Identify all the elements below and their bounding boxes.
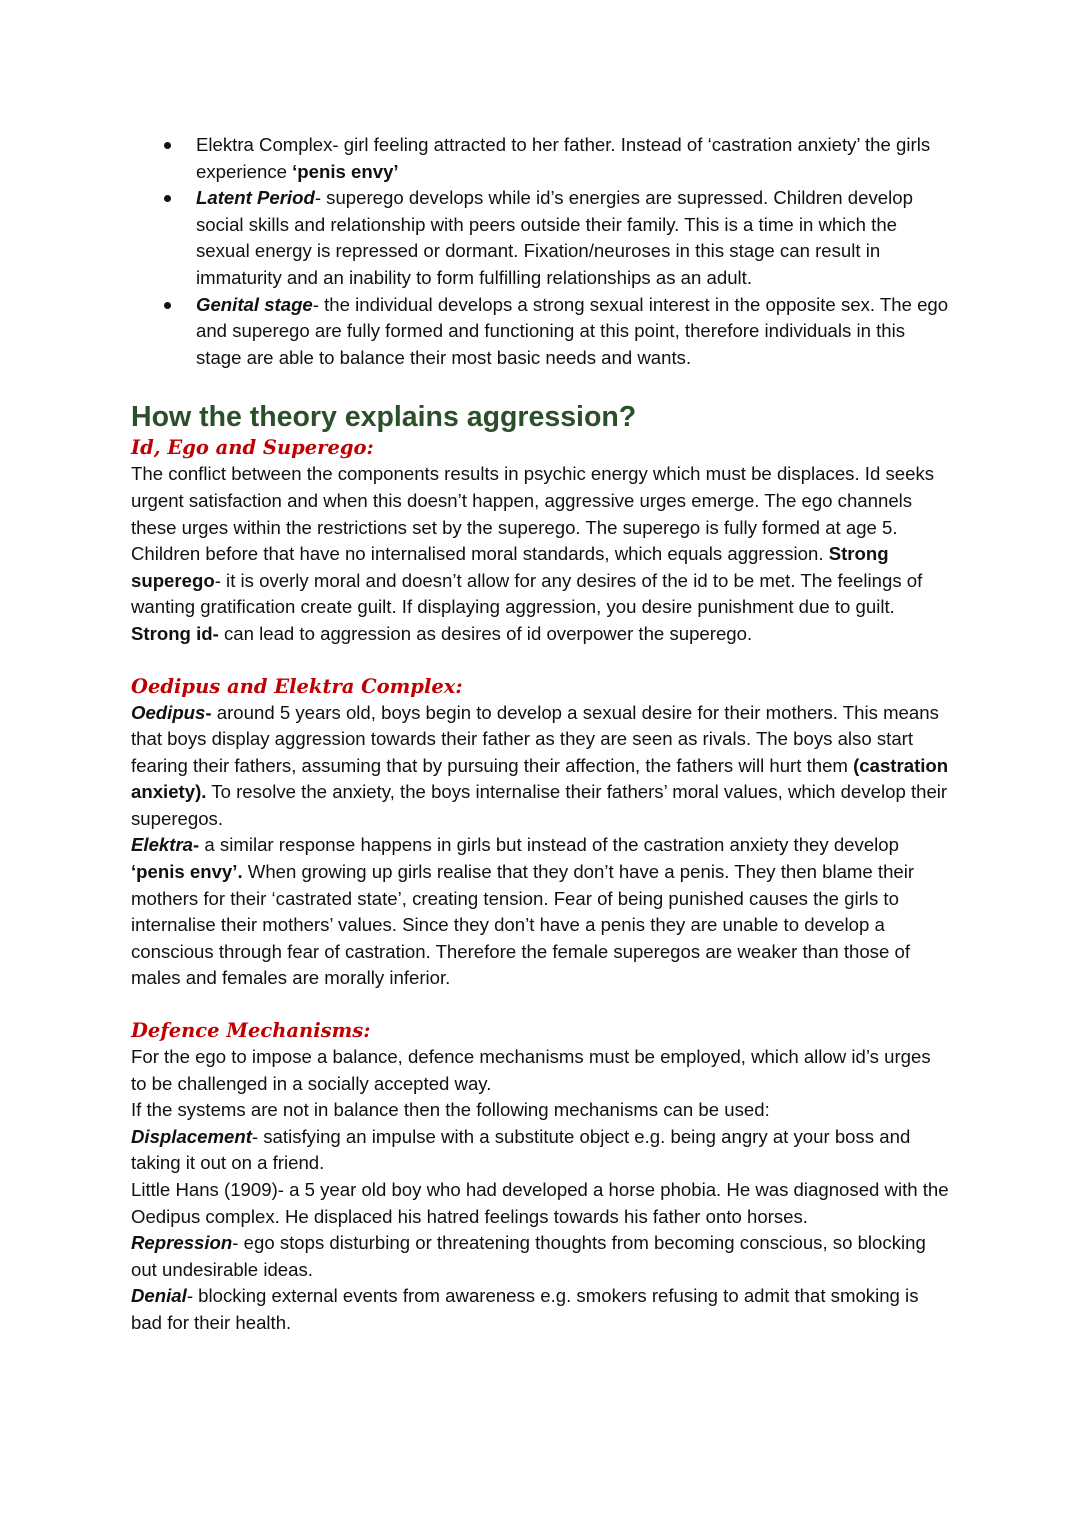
oedipus-paragraph: Oedipus- around 5 years old, boys begin to develop a sexual desire for their mothers. This means that boys display aggression towards their father as they are seen as rivals. The boys also start fearing their fathers, assuming that by pursuing their affection, the fathers will hurt them (castration anxiety). To resolve the anxiety, the boys internalise their fathers’ moral values, which develop their superegos. — [131, 701, 949, 829]
bullet-icon — [164, 142, 171, 149]
bold-term: ‘penis envy’ — [292, 160, 399, 182]
repression-paragraph: Repression- ego stops disturbing or threatening thoughts from becoming conscious, so blocking out undesirable ideas. — [131, 1232, 926, 1280]
stage-bullet-list — [131, 132, 951, 371]
oedipus-elektra-subheading: Oedipus and Elektra Complex: — [131, 674, 463, 698]
denial-paragraph: Denial- blocking external events from awareness e.g. smokers refusing to admit that smoking is bad for their health. — [131, 1285, 919, 1333]
bullet-icon — [164, 302, 171, 309]
page-content — [131, 132, 951, 1337]
elektra-paragraph: Elektra- a similar response happens in girls but instead of the castration anxiety they develop ‘penis envy’. When growing up girls realise that they don’t have a penis. They then blame their mothers for their ‘castrated state’, creating tension. Fear of being punished causes the girls to internalise their mothers’ values. Since they don’t have a penis they are unable to develop a conscious through fear of castration. Therefore the female superegos are weaker than those of males and females are morally inferior. — [131, 834, 915, 989]
bold-italic-term: Latent Period — [196, 187, 315, 209]
little-hans-paragraph: Little Hans (1909)- a 5 year old boy who had developed a horse phobia. He was diagnosed with the Oedipus complex. He displaced his hatred feelings towards his father onto horses. — [131, 1179, 949, 1227]
list-item: Genital stage- the individual develops a strong sexual interest in the opposite sex. The ego and superego are fully formed and functioning at this point, therefore individuals in this stage are able to balance their most basic needs and wants. — [131, 292, 951, 372]
defence-intro-2: If the systems are not in balance then the following mechanisms can be used: — [131, 1099, 770, 1121]
id-ego-superego-subheading: Id, Ego and Superego: — [131, 436, 374, 460]
displacement-paragraph: Displacement- satisfying an impulse with a substitute object e.g. being angry at your boss and taking it out on a friend. — [131, 1125, 911, 1174]
bold-italic-term: Genital stage — [196, 293, 313, 315]
defence-intro-1: For the ego to impose a balance, defence mechanisms must be employed, which allow id’s urges to be challenged in a socially accepted way. — [131, 1046, 931, 1094]
bullet-icon — [164, 195, 171, 202]
list-item: Latent Period- superego develops while id’s energies are supressed. Children develop social skills and relationship with peers outside their family. This is a time in which the sexual energy is repressed or dormant. Fixation/neuroses in this stage can result in immaturity and an inability to form fulfilling relationships as an adult. — [131, 185, 951, 291]
list-item: Elektra Complex- girl feeling attracted to her father. Instead of ‘castration anxiety’ the girls experience ‘penis envy’ — [131, 132, 951, 185]
id-ego-superego-paragraph: The conflict between the components results in psychic energy which must be displaces. Id seeks urgent satisfaction and when this doesn’t happen, aggressive urges emerge. The ego channels these urges within the restrictions set by the superego. The superego is fully formed at age 5. Children before that have no internalised moral standards, which equals aggression. Strong superego- it is overly moral and doesn’t allow for any desires of the id to be met. The feelings of wanting gratification create guilt. If displaying aggression, you desire punishment due to guilt. Strong id- can lead to aggression as desires of id overpower the superego. — [131, 463, 935, 644]
section-heading: How the theory explains aggression? — [131, 401, 637, 434]
defence-mechanisms-subheading: Defence Mechanisms: — [131, 1019, 371, 1043]
